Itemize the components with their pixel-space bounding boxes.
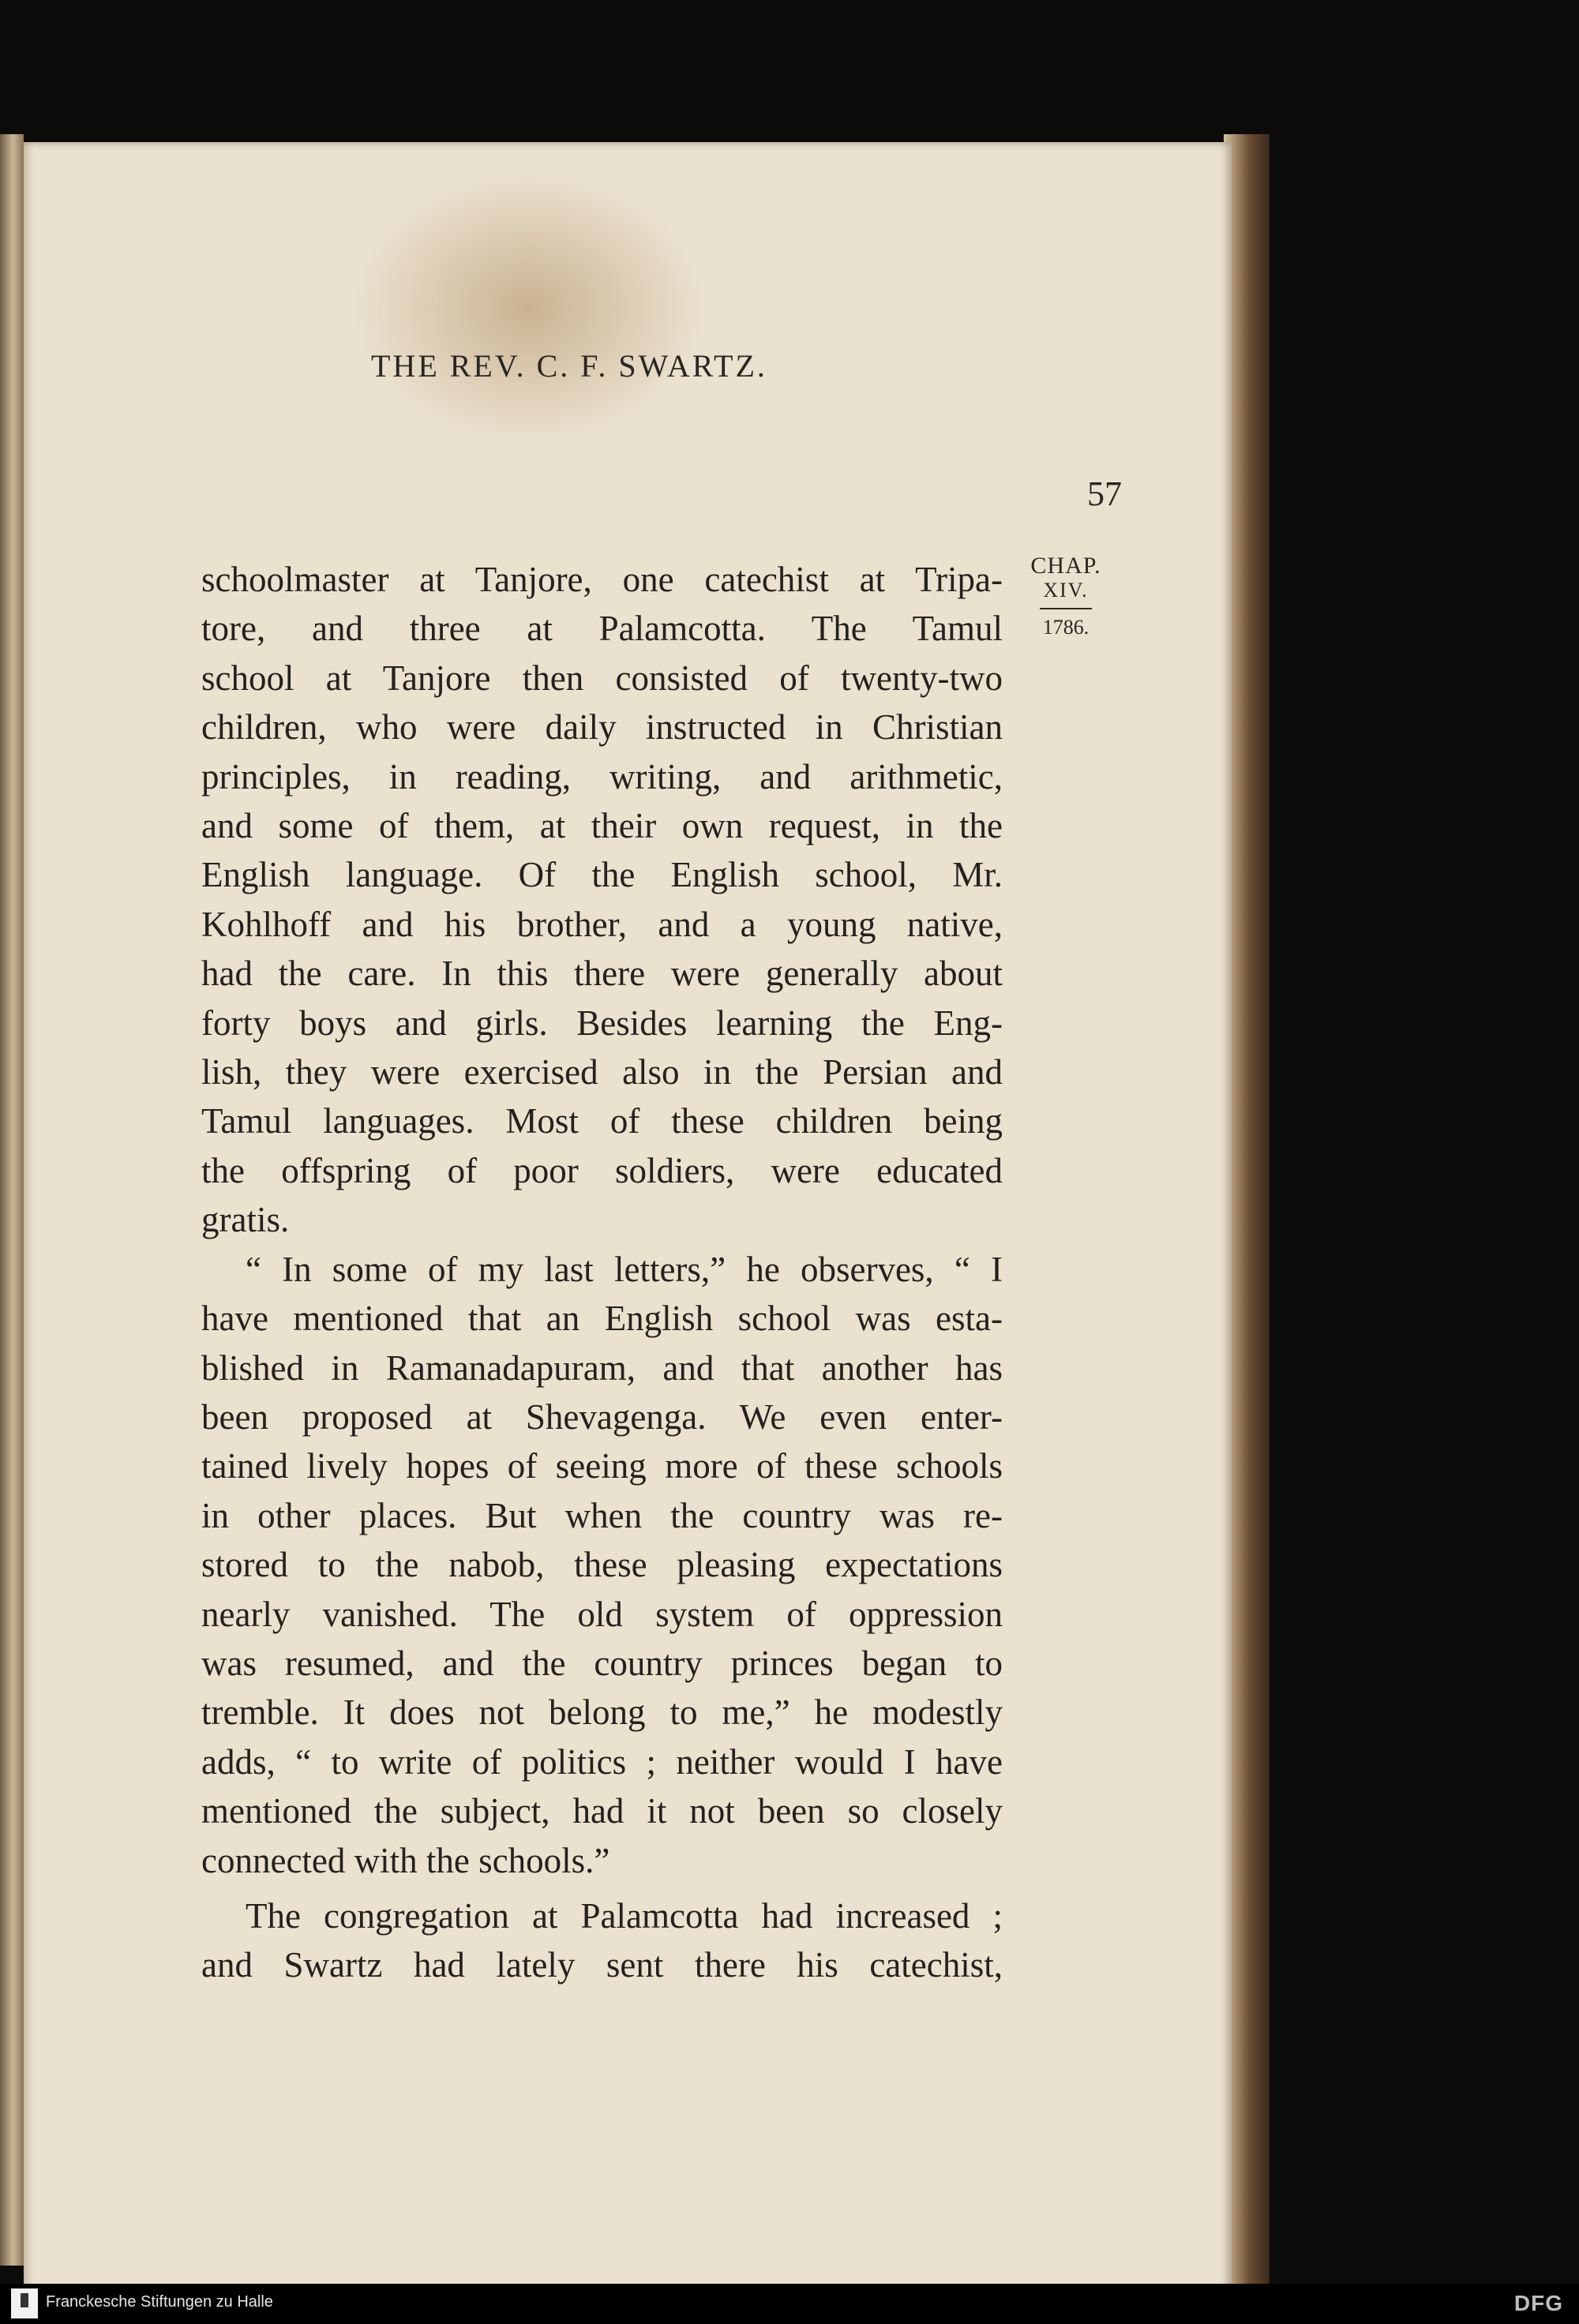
paragraph-start-line: “ In some of my last letters,” he observes, “ I (246, 1249, 1003, 1289)
text-line: been proposed at Shevagenga. We even enter- (201, 1396, 1003, 1437)
viewer-footer (0, 2284, 1579, 2324)
institution-name: Franckesche Stiftungen zu Halle (46, 2293, 273, 2311)
text-line: had the care. In this there were generally about (201, 954, 1003, 994)
text-line: Kohlhoff and his brother, and a young native, (201, 904, 1003, 944)
paragraph-gap (201, 1885, 1003, 1891)
text-line: tremble. It does not belong to me,” he modestly (201, 1692, 1003, 1733)
dfg-logo: DFG (1513, 2291, 1563, 2315)
text-line: gratis. (201, 1200, 290, 1240)
left-page-edge (0, 134, 24, 2266)
margin-note-chapter: CHAP. (1030, 553, 1101, 579)
text-line: have mentioned that an English school was esta- (201, 1299, 1003, 1339)
text-line: school at Tanjore then consisted of twenty-two (201, 658, 1003, 698)
text-line: was resumed, and the country princes began to (201, 1643, 1003, 1683)
text-line: connected with the schools.” (201, 1840, 610, 1880)
text-line: English language. Of the English school, Mr. (201, 855, 1003, 895)
margin-note (1015, 553, 1117, 639)
text-line: blished in Ramanadapuram, and that another has (201, 1348, 1003, 1388)
text-line: stored to the nabob, these pleasing expectations (201, 1545, 1003, 1585)
margin-note-rule (1040, 608, 1092, 609)
text-line: nearly vanished. The old system of oppression (201, 1594, 1003, 1634)
text-line: and Swartz had lately sent there his catechist, (201, 1945, 1003, 1985)
page-number: 57 (1087, 474, 1122, 513)
text-line: Tamul languages. Most of these children being (201, 1101, 1003, 1141)
text-line: principles, in reading, writing, and arithmetic, (201, 756, 1003, 797)
text-line: adds, “ to write of politics ; neither would I have (201, 1741, 1003, 1782)
text-line: tore, and three at Palamcotta. The Tamul (201, 609, 1003, 649)
running-title: THE REV. C. F. SWARTZ. (371, 348, 767, 384)
text-line: forty boys and girls. Besides learning the Eng- (201, 1003, 1003, 1043)
text-line: and some of them, at their own request, in the (201, 806, 1003, 846)
text-line: mentioned the subject, had it not been so closely (201, 1791, 1003, 1831)
margin-note-year: 1786. (1042, 616, 1090, 639)
body-text (201, 555, 1003, 1990)
text-line: lish, they were exercised also in the Persian and (201, 1052, 1003, 1093)
text-line: the offspring of poor soldiers, were educated (201, 1150, 1003, 1190)
text-line: in other places. But when the country was re- (201, 1495, 1003, 1535)
book-page (24, 142, 1232, 2321)
text-line: tained lively hopes of seeing more of these schools (201, 1446, 1003, 1486)
text-line: children, who were daily instructed in Christian (201, 707, 1003, 748)
margin-note-chapter-number: XIV. (1043, 579, 1089, 602)
institution-logo-icon (11, 2288, 38, 2318)
paragraph-start-line: The congregation at Palamcotta had increased ; (246, 1895, 1003, 1936)
text-line: schoolmaster at Tanjore, one catechist at Tripa- (201, 560, 1003, 599)
